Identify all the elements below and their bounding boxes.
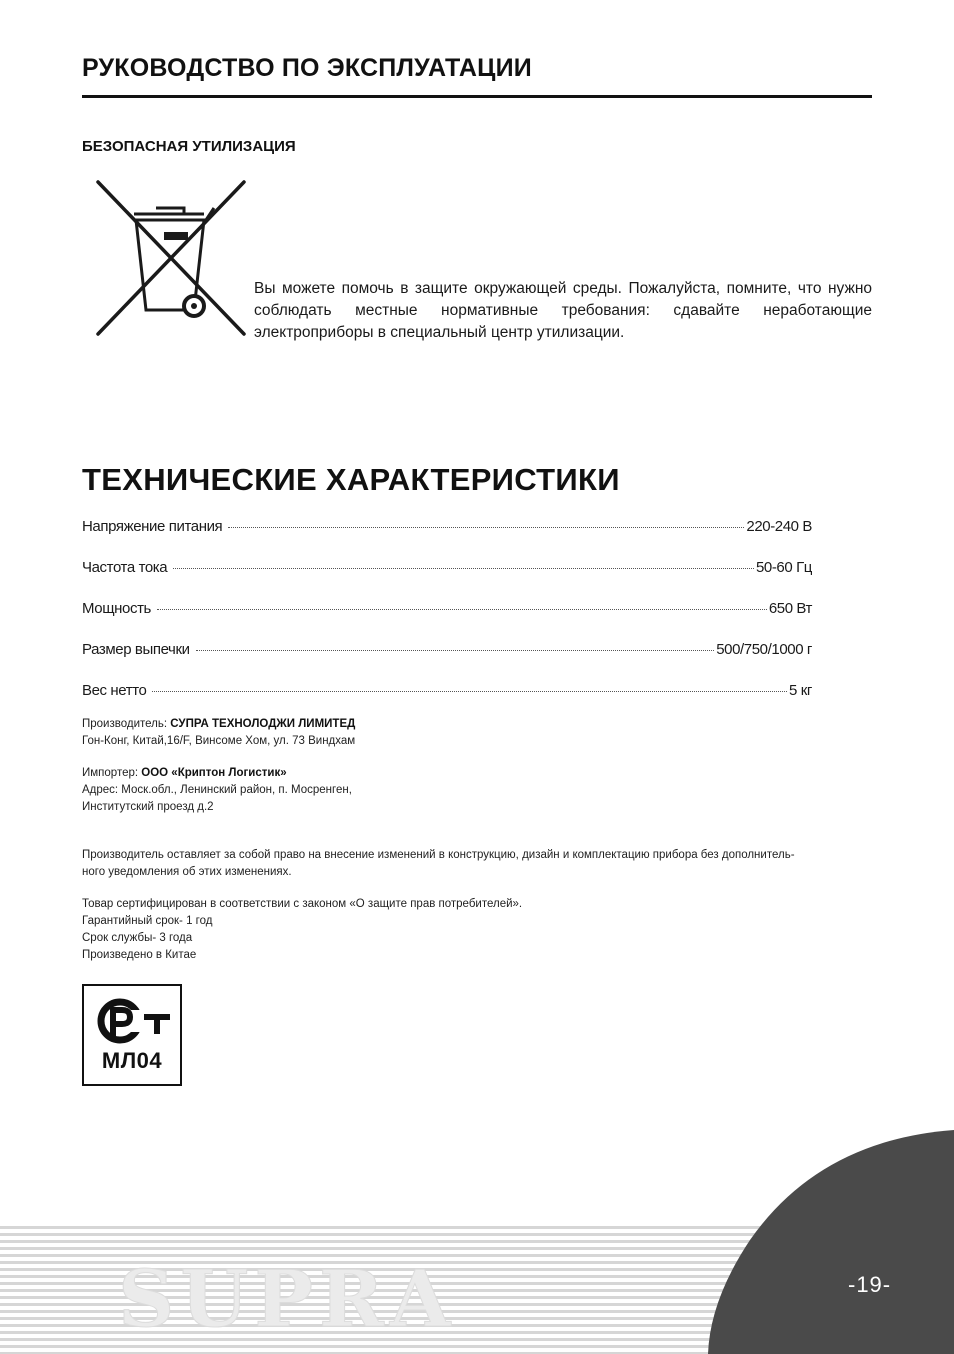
dot-leader <box>173 568 754 569</box>
dot-leader <box>196 650 715 651</box>
page-corner-shape <box>690 1130 954 1354</box>
disposal-heading: БЕЗОПАСНАЯ УТИЛИЗАЦИЯ <box>82 138 296 155</box>
spec-label: Вес нетто <box>82 682 147 699</box>
rst-logo-icon <box>96 996 172 1046</box>
certification-line: Товар сертифицирован в соответствии с законом «О защите прав потребителей». <box>82 898 523 910</box>
manufacturer-prefix: Производитель: <box>82 718 171 730</box>
spec-value: 650 Вт <box>768 600 812 617</box>
origin-line: Произведено в Китае <box>82 949 197 961</box>
spec-row-power <box>82 600 812 641</box>
spec-label: Частота тока <box>82 559 168 576</box>
notice-line: Производитель оставляет за собой право на внесение изменений в конструкцию, дизайн и комплектацию прибора без дополнитель- <box>82 849 795 861</box>
importer-name: ООО «Криптон Логистик» <box>141 767 287 779</box>
notice-block <box>82 847 872 881</box>
notice-line: ного уведомления об этих изменениях. <box>82 866 292 878</box>
warranty-line: Гарантийный срок- 1 год <box>82 915 213 927</box>
manufacturer-name: СУПРА ТЕХНОЛОДЖИ ЛИМИТЕД <box>170 718 356 730</box>
manufacturer-block <box>82 716 355 750</box>
importer-address-line2: Институтский проезд д.2 <box>82 801 214 813</box>
specs-table <box>82 518 812 723</box>
importer-address-line1: Адрес: Моск.обл., Ленинский район, п. Мосренген, <box>82 784 352 796</box>
disposal-paragraph: Вы можете помочь в защите окружающей среды. Пожалуйста, помните, что нужно соблюдать местные нормативные требования: сдавайте неработающие электроприборы в специальный центр утилизации. <box>254 280 872 341</box>
spec-row-loaf-size <box>82 641 812 682</box>
spec-value: 50-60 Гц <box>755 559 812 576</box>
spec-value: 500/750/1000 г <box>716 641 812 658</box>
header-divider <box>82 95 872 98</box>
certification-mark <box>82 984 182 1086</box>
importer-block <box>82 765 352 816</box>
manufacturer-address: Гон-Конг, Китай,16/F, Винсоме Хом, ул. 73 Виндхам <box>82 735 356 747</box>
spec-row-voltage <box>82 518 812 559</box>
spec-label: Напряжение питания <box>82 518 223 535</box>
dot-leader <box>157 609 767 610</box>
cert-code: МЛ04 <box>101 1048 163 1073</box>
spec-value: 5 кг <box>789 682 812 699</box>
brand-watermark: SUPRA <box>118 1254 457 1345</box>
page-title: РУКОВОДСТВО ПО ЭКСПЛУАТАЦИИ <box>82 54 532 82</box>
crossed-out-wheelie-bin-icon <box>94 178 248 338</box>
certification-block <box>82 896 522 964</box>
importer-prefix: Импортер: <box>82 767 142 779</box>
dot-leader <box>228 527 744 528</box>
spec-label: Мощность <box>82 600 151 617</box>
spec-row-frequency <box>82 559 812 600</box>
spec-value: 220-240 В <box>746 518 812 535</box>
dot-leader <box>152 691 787 692</box>
specs-title: ТЕХНИЧЕСКИЕ ХАРАКТЕРИСТИКИ <box>82 462 620 497</box>
spec-label: Размер выпечки <box>82 641 190 658</box>
service-life-line: Срок службы- 3 года <box>82 932 193 944</box>
page-number: -19- <box>848 1272 892 1297</box>
